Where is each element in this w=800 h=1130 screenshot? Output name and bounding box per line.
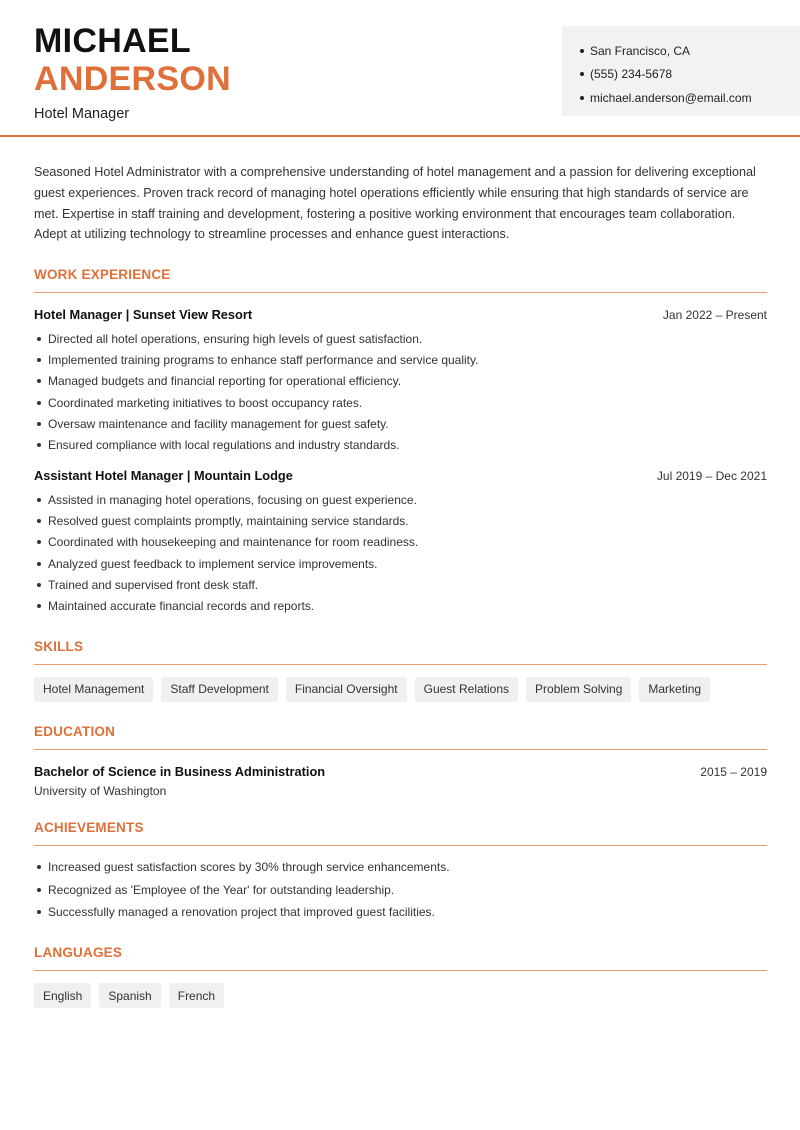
language-tag: English <box>34 983 91 1008</box>
summary: Seasoned Hotel Administrator with a comprehensive understanding of hotel management and a passion for delivering exceptional guest experiences. Proven track record of managing hotel operations efficiently while ensuring that high standards of service are met. Expertise in staff training and development, fostering a positive working environment that encourages team collaboration. Adept at utilizing technology to streamline processes and enhance guest interactions. <box>34 165 756 242</box>
list-item: Analyzed guest feedback to implement service improvements. <box>34 553 767 574</box>
job-title: Hotel Manager | Sunset View Resort <box>34 307 253 323</box>
resume-body <box>34 162 767 1008</box>
degree: Bachelor of Science in Business Administration <box>34 763 326 779</box>
job-date: Jan 2022 – Present <box>662 308 767 323</box>
bullet-icon <box>37 443 41 447</box>
first-name: MICHAEL <box>34 22 191 60</box>
skill-tag: Marketing <box>639 677 710 702</box>
job-role: Hotel Manager <box>34 106 130 122</box>
languages-tags <box>34 983 767 1008</box>
education-entry <box>34 764 767 798</box>
skill-tag: Hotel Management <box>34 677 153 702</box>
bullet-icon <box>37 519 41 523</box>
bullet-icon <box>580 72 584 76</box>
list-item: Coordinated with housekeeping and maintenance for room readiness. <box>34 532 767 553</box>
contact-email[interactable]: michael.anderson@email.com <box>580 86 782 110</box>
list-item: Maintained accurate financial records and reports. <box>34 595 767 616</box>
education-date: 2015 – 2019 <box>700 764 767 779</box>
skill-tag: Staff Development <box>161 677 278 702</box>
language-tag: Spanish <box>99 983 160 1008</box>
language-tag: French <box>169 983 224 1008</box>
section-title-skills: SKILLS <box>34 639 767 665</box>
contact-location: San Francisco, CA <box>580 39 782 63</box>
job-bullets <box>34 489 767 617</box>
skill-tag: Guest Relations <box>415 677 518 702</box>
list-item: Oversaw maintenance and facility management for guest safety. <box>34 413 767 434</box>
name-block <box>34 22 231 122</box>
section-title-work: WORK EXPERIENCE <box>34 267 767 293</box>
job-bullets <box>34 328 767 456</box>
list-item: Recognized as 'Employee of the Year' for outstanding leadership. <box>34 878 767 901</box>
list-item: Resolved guest complaints promptly, maintaining service standards. <box>34 510 767 531</box>
school: University of Washington <box>34 783 167 798</box>
list-item: Coordinated marketing initiatives to boost occupancy rates. <box>34 392 767 413</box>
list-item: Managed budgets and financial reporting for operational efficiency. <box>34 371 767 392</box>
bullet-icon <box>37 422 41 426</box>
bullet-icon <box>580 96 584 100</box>
list-item: Directed all hotel operations, ensuring high levels of guest satisfaction. <box>34 328 767 349</box>
achievements-list <box>34 856 767 924</box>
skill-tag: Financial Oversight <box>286 677 407 702</box>
bullet-icon <box>580 49 584 53</box>
section-title-education: EDUCATION <box>34 724 767 750</box>
job-title: Assistant Hotel Manager | Mountain Lodge <box>34 467 293 483</box>
contact-box <box>562 26 800 116</box>
job-date: Jul 2019 – Dec 2021 <box>656 468 767 483</box>
section-title-languages: LANGUAGES <box>34 945 767 971</box>
section-title-achievements: ACHIEVEMENTS <box>34 820 767 846</box>
bullet-icon <box>37 910 41 914</box>
bullet-icon <box>37 540 41 544</box>
job-entry <box>34 307 767 456</box>
last-name: ANDERSON <box>34 60 231 98</box>
list-item: Trained and supervised front desk staff. <box>34 574 767 595</box>
list-item: Increased guest satisfaction scores by 30% through service enhancements. <box>34 856 767 879</box>
bullet-icon <box>37 401 41 405</box>
bullet-icon <box>37 888 41 892</box>
skill-tag: Problem Solving <box>526 677 631 702</box>
list-item: Ensured compliance with local regulations and industry standards. <box>34 435 767 456</box>
bullet-icon <box>37 562 41 566</box>
bullet-icon <box>37 498 41 502</box>
list-item: Successfully managed a renovation project that improved guest facilities. <box>34 901 767 924</box>
skills-tags <box>34 677 767 702</box>
bullet-icon <box>37 379 41 383</box>
bullet-icon <box>37 865 41 869</box>
resume-header <box>0 0 800 137</box>
list-item: Assisted in managing hotel operations, focusing on guest experience. <box>34 489 767 510</box>
bullet-icon <box>37 337 41 341</box>
contact-phone: (555) 234-5678 <box>580 63 782 87</box>
job-entry <box>34 468 767 617</box>
bullet-icon <box>37 358 41 362</box>
bullet-icon <box>37 583 41 587</box>
list-item: Implemented training programs to enhance staff performance and service quality. <box>34 349 767 370</box>
bullet-icon <box>37 604 41 608</box>
